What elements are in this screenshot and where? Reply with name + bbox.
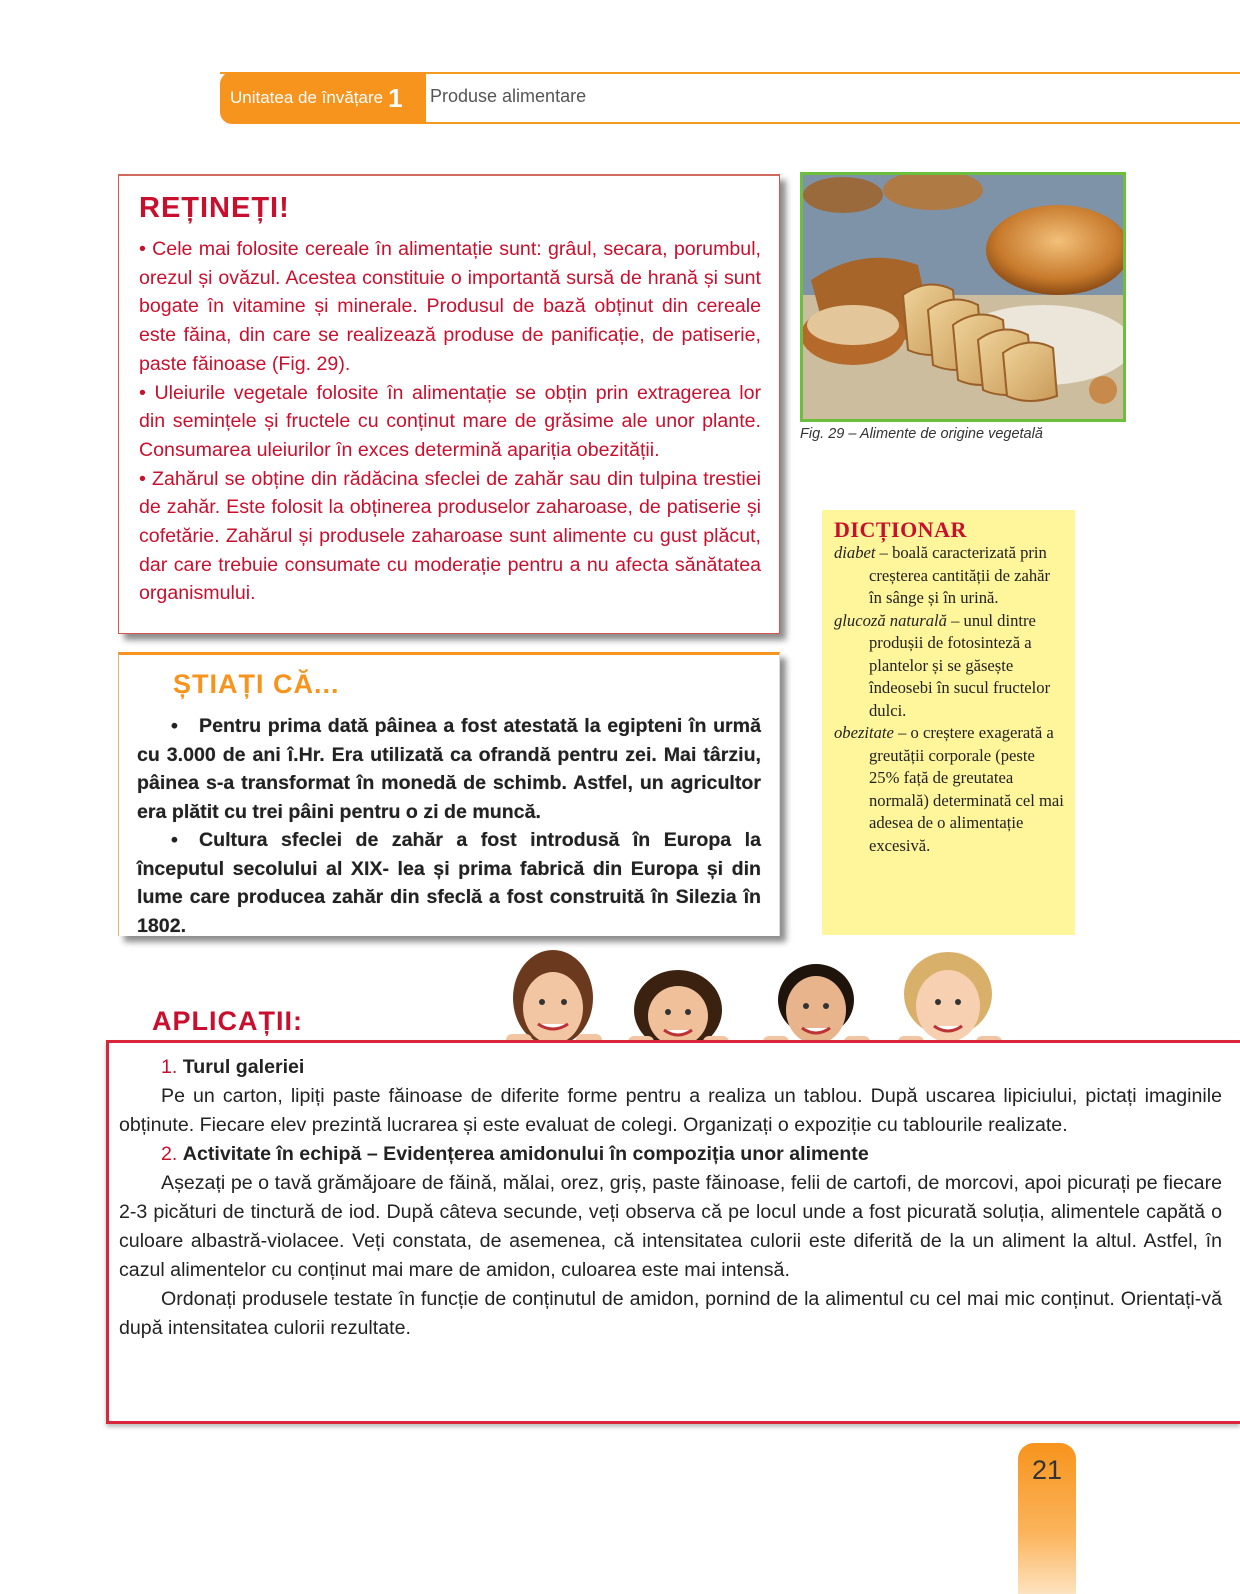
child-face-4 [904, 952, 992, 1042]
bullet-icon: • [171, 829, 178, 851]
page-number: 21 [1018, 1443, 1076, 1594]
retineti-paragraph: • Cele mai folosite cereale în alimentație sunt: grâul, secara, porumbul, orezul și ovăzul. Acestea constituie o importantă sursă de hrană și sunt bogate în vitamine și minerale. Produsul de bază obținut din cereale este făina, din care se realizează produse de panificație, de patiserie, paste făinoase (Fig. 29). [139, 238, 761, 375]
stiati-box [118, 652, 780, 936]
stiati-item-text: Pentru prima dată pâinea a fost atestată la egipteni în urmă cu 3.000 de ani î.Hr. Era utilizată ca ofrandă pentru zei. Mai târziu, pâinea s-a transformat în monedă de schimb. Astfel, un agricultor era plătit cu trei pâini pentru o zi de muncă. [137, 715, 761, 823]
aplicatii-title: APLICAȚII: [152, 1006, 303, 1036]
dictionar-entry [834, 542, 1065, 610]
bread-illustration [803, 175, 1123, 419]
child-face-3 [778, 964, 854, 1044]
retineti-paragraph: • Zahărul se obține din rădăcina sfeclei de zahăr sau din tulpina trestiei de zahăr. Este folosit la obținerea produselor zaharoase, de patiserie și cofetărie. Zahărul și produsele zaharoase sunt alimente cu gust plăcut, dar care trebuie consumate cu moderație pentru a nu afecta sănătatea organismului. [139, 467, 761, 605]
unit-title: Produse alimentare [430, 86, 587, 106]
dictionar-entry [834, 722, 1065, 857]
retineti-paragraph: • Uleiurile vegetale folosite în alimentație se obțin prin extragerea lor din semințele și fructele cu conținut mare de grăsime ale unor plante. Consumarea uleiurilor în exces determină apariția obezității. [139, 381, 761, 461]
child-face-1 [513, 950, 593, 1046]
task-1-text: Pe un carton, lipiți paste făinoase de diferite forme pentru a realiza un tablou. După uscarea lipiciului, pictați imaginile obținute. Fiecare elev prezintă lucrarea și este evaluat de colegi. Organizați o expoziție cu tablourile realizate. [119, 1085, 1222, 1136]
stiati-title: ȘTIAȚI CĂ... [173, 669, 340, 699]
dictionar-definition: – boală caracterizată prin creșterea cantității de zahăr în sânge și în urină. [869, 543, 1051, 607]
aplicatii-box [106, 1040, 1240, 1424]
retineti-title: REȚINEȚI! [139, 192, 290, 224]
unit-number: 1 [388, 82, 403, 113]
task-1-heading [119, 1053, 1222, 1082]
task-1-number: 1. [161, 1056, 178, 1078]
task-1-title: Turul galeriei [182, 1056, 305, 1078]
task-2-text-continued: Ordonați produsele testate în funcție de conținutul de amidon, pornind de la alimentul cu cel mai mic conținut. Orientați-vă după intensitatea culorii rezultate. [119, 1288, 1222, 1339]
stiati-item [137, 712, 761, 826]
dictionar-definition: – unul dintre produșii de fotosinteză a plantelor și se găsește îndeosebi în sucul fructelor dulci. [869, 610, 1051, 720]
figure-caption: Fig. 29 – Alimente de origine vegetală [800, 426, 1043, 442]
task-2-title: Activitate în echipă – Evidențerea amidonului în compoziția unor alimente [182, 1143, 869, 1165]
dictionar-term: obezitate [834, 723, 894, 742]
bullet-icon: • [171, 715, 178, 737]
children-illustration [498, 950, 1018, 1048]
header-rule-bottom [420, 122, 1240, 124]
dictionar-title: DICȚIONAR [834, 517, 967, 542]
task-2-number: 2. [161, 1143, 178, 1165]
retineti-box [118, 174, 780, 634]
stiati-item [137, 826, 761, 940]
dictionar-entry [834, 610, 1065, 723]
unit-tab [220, 72, 426, 124]
dictionar-term: diabet [834, 543, 876, 562]
stiati-item-text: Cultura sfeclei de zahăr a fost introdusă în Europa la începutul secolului al XIX- lea și prima fabrică din Europa și din lume care producea zahăr din sfeclă a fost construită în Silezia în 1802. [137, 829, 761, 937]
dictionar-box [822, 510, 1075, 935]
dictionar-definition: – o creștere exagerată a greutății corporale (peste 25% față de greutatea normală) determinată cel mai adesea de o alimentație excesivă. [869, 723, 1064, 855]
task-2-text: Așezați pe o tavă grămăjoare de făină, mălai, orez, griș, paste făinoase, felii de cartofi, de morcovi, apoi picurați pe fiecare 2-3 picături de tinctură de iod. După câteva secunde, veți observa că pe locul unde a fost picurată soluția, alimentele capătă o culoare albastră-violacee. Veți constata, de asemenea, că intensitatea culorii este diferită de la un aliment la altul. Astfel, în cazul alimentelor cu conținut mai mare de amidon, culoarea este mai intensă. [119, 1172, 1222, 1281]
unit-label: Unitatea de învățare [230, 88, 384, 107]
bread-photo [800, 172, 1126, 422]
dictionar-term: glucoză naturală [834, 610, 947, 630]
task-2-heading [119, 1140, 1222, 1169]
